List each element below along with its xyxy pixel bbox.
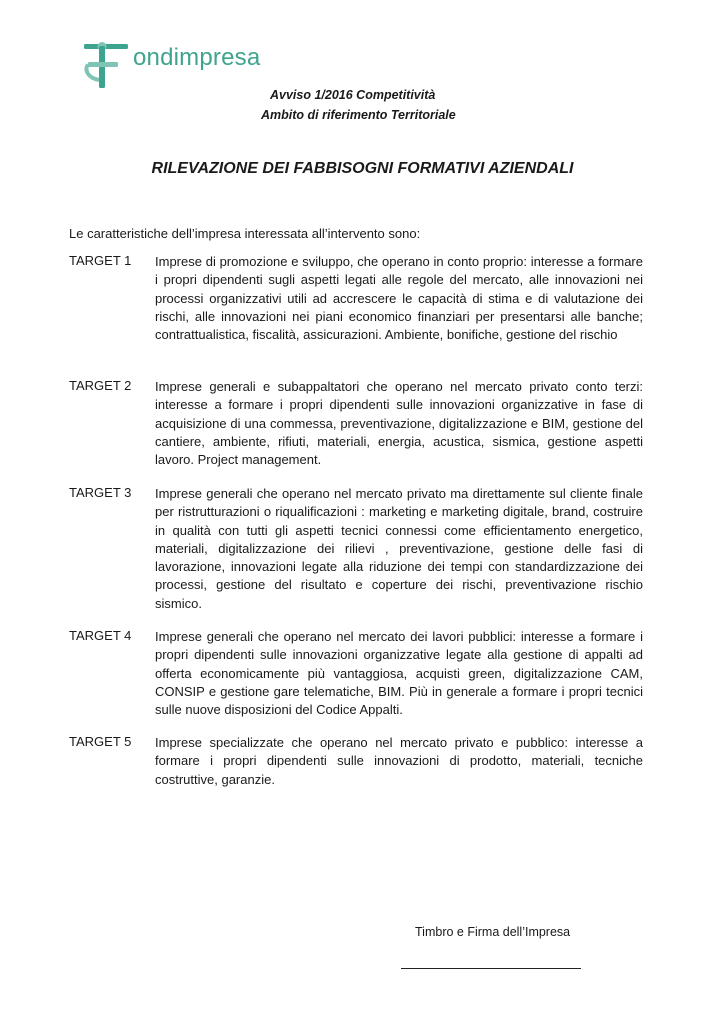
target-5-description: Imprese specializzate che operano nel mercato privato e pubblico: interesse a formare i propri dipendenti sulle innovazioni di prodotto, materiali, tecniche costruttive, garanzie. — [155, 735, 643, 787]
notice-line-1: Avviso 1/2016 Competitività — [270, 88, 436, 102]
target-4-description: Imprese generali che operano nel mercato dei lavori pubblici: interesse a formare i propri dipendenti sulle innovazioni organizzative legate alla gestione di appalti ad offerta economicamente più vantaggiosa, acquisti green, digitalizzazione CAM, CONSIP e gestione gare telematiche, BIM. Più in generale a formare i propri tecnici sulle nuove disposizioni del Codice Appalti. — [155, 629, 643, 718]
intro-text: Le caratteristiche dell’impresa interessata all’intervento sono: — [69, 226, 421, 241]
target-2-description: Imprese generali e subappaltatori che operano nel mercato privato conto terzi: interesse a formare i propri dipendenti sulle innovazioni organizzative in fase di acquisizione di una commessa, preventivazione, digitalizzazione e BIM, gestione del cantiere, ambiente, rifiuti, materiali, energia, acustica, sismica, gestione aspetti lavoro. Project management. — [155, 379, 643, 468]
fondimpresa-logo-mark — [82, 40, 134, 92]
target-5-label: TARGET 5 — [69, 734, 132, 749]
logo-wordmark: ondimpresa — [133, 44, 261, 71]
document-title: RILEVAZIONE DEI FABBISOGNI FORMATIVI AZIENDALI — [151, 160, 574, 177]
target-1-label: TARGET 1 — [69, 253, 132, 268]
target-2-label: TARGET 2 — [69, 378, 132, 393]
signature-line — [401, 968, 581, 969]
target-1-description: Imprese di promozione e sviluppo, che operano in conto proprio: interesse a formare i propri dipendenti sugli aspetti legati alle regole del mercato, alle innovazioni nei processi organizzativi utili ad accrescere le capacità di stima e di valutazione dei rischi, alle innovazioni nei piani economico finanziari per presentarsi alle banche; contrattualistica, fiscalità, assicurazioni. Ambiente, bonifiche, gestione del rischio — [155, 254, 643, 343]
target-3-label: TARGET 3 — [69, 485, 132, 500]
target-3-description: Imprese generali che operano nel mercato privato ma direttamente sul cliente finale per ristrutturazioni o riqualificazioni : marketing e marketing digitale, brand, costruire in qualità con tutti gli aspetti tecnici connessi come efficientamento energetico, materiali, digitalizzazione dei rilievi , preventivazione, gestione delle fasi di lavorazione, innovazioni legate alla riduzione dei tempi con standardizzazione dei processi, gestione del risultato e coperture dei rischi, preventivazione rischio sismico. — [155, 486, 643, 611]
signature-label: Timbro e Firma dell’Impresa — [415, 925, 571, 939]
target-4-label: TARGET 4 — [69, 628, 132, 643]
fondimpresa-logo — [82, 40, 261, 92]
notice-line-2: Ambito di riferimento Territoriale — [261, 108, 456, 122]
